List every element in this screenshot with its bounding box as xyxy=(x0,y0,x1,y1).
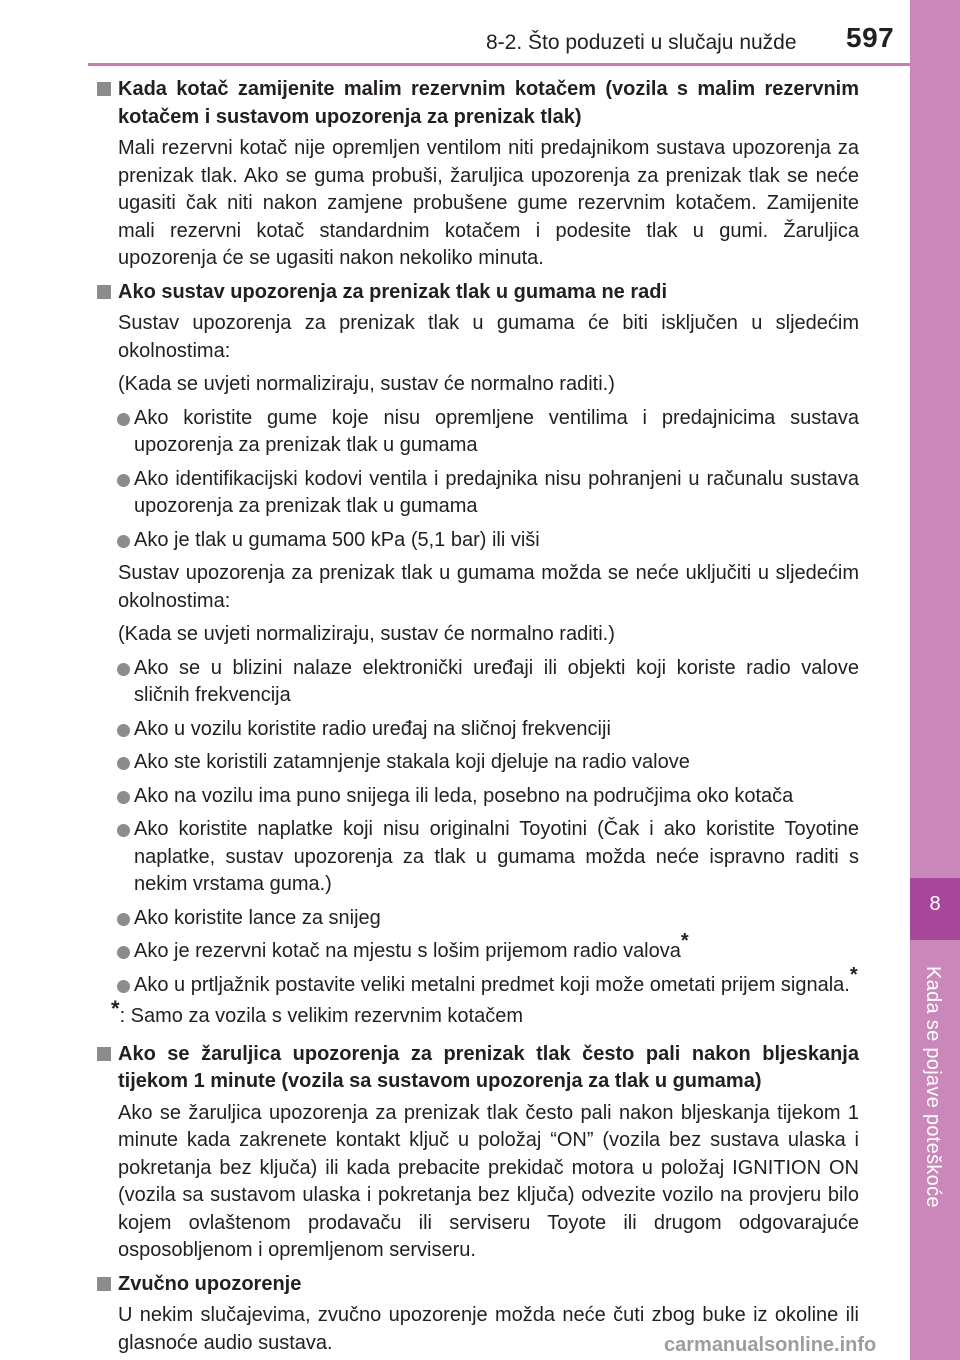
page-header xyxy=(0,0,960,70)
list-item-text: Ako je rezervni kotač na mjestu s lošim prijemom radio valova xyxy=(134,940,681,962)
circle-bullet-icon xyxy=(117,791,130,804)
list-item xyxy=(97,405,859,460)
chapter-title: Kada se pojave poteškoće xyxy=(922,966,944,1208)
section-heading xyxy=(97,279,859,307)
list-item xyxy=(97,749,859,777)
circle-bullet-icon xyxy=(117,724,130,737)
section-title: 8-2. Što poduzeti u slučaju nužde xyxy=(486,31,797,54)
section-heading xyxy=(97,1041,859,1096)
circle-bullet-icon xyxy=(117,663,130,676)
circle-bullet-icon xyxy=(117,913,130,926)
heading-text: Ako sustav upozorenja za prenizak tlak u gumama ne radi xyxy=(118,280,668,303)
paragraph: (Kada se uvjeti normaliziraju, sustav će normalno raditi.) xyxy=(118,373,615,395)
list-item xyxy=(97,716,859,744)
circle-bullet-icon xyxy=(117,474,130,487)
page-content xyxy=(97,76,859,1357)
list-item-text: Ako je tlak u gumama 500 kPa (5,1 bar) ili viši xyxy=(134,528,540,551)
list-item-text: Ako se u blizini nalaze elektronički uređaji ili objekti koji koriste radio valove sličnih frekvencija xyxy=(134,656,859,706)
circle-bullet-icon xyxy=(117,413,130,426)
paragraph: Sustav upozorenja za prenizak tlak u gumama će biti isključen u sljedećim okolnostima: xyxy=(118,312,859,362)
heading-text: Ako se žaruljica upozorenja za prenizak tlak često pali nakon bljeskanja tijekom 1 minute (vozila sa sustavom upozorenja za tlak u gumama) xyxy=(118,1042,859,1092)
watermark: carmanualsonline.info xyxy=(664,1334,877,1356)
section-heading xyxy=(97,76,859,131)
square-bullet-icon xyxy=(97,82,111,96)
section-heading xyxy=(97,1271,859,1299)
list-item-text: Ako na vozilu ima puno snijega ili leda, posebno na područjima oko kotača xyxy=(134,784,794,807)
circle-bullet-icon xyxy=(117,757,130,770)
paragraph: (Kada se uvjeti normaliziraju, sustav će normalno raditi.) xyxy=(118,623,615,645)
list-item-text: Ako koristite gume koje nisu opremljene ventilima i predajnicima sustava upozorenja za prenizak tlak u gumama xyxy=(134,406,859,456)
list-item xyxy=(97,816,859,899)
footnote-text: : Samo za vozila s velikim rezervnim kotačem xyxy=(119,1005,524,1027)
square-bullet-icon xyxy=(97,1047,111,1061)
circle-bullet-icon xyxy=(117,535,130,548)
list-item xyxy=(97,905,859,933)
footnote-marker: * xyxy=(849,963,858,986)
footnote-asterisk: * xyxy=(111,996,120,1021)
circle-bullet-icon xyxy=(117,946,130,959)
list-item-text: Ako ste koristili zatamnjenje stakala koji djeluje na radio valove xyxy=(134,751,690,773)
header-divider xyxy=(88,63,910,66)
list-item xyxy=(97,527,859,555)
paragraph: Sustav upozorenja za prenizak tlak u gumama možda se neće uključiti u sljedećim okolnostima: xyxy=(118,562,859,612)
footnote-marker: * xyxy=(680,930,689,952)
page-number: 597 xyxy=(846,22,895,53)
heading-text: Kada kotač zamijenite malim rezervnim kotačem (vozila s malim rezervnim kotačem i sustavom upozorenja za prenizak tlak) xyxy=(118,78,859,128)
footnote xyxy=(97,996,859,1031)
circle-bullet-icon xyxy=(117,980,130,993)
chapter-number: 8 xyxy=(929,893,941,915)
square-bullet-icon xyxy=(97,1277,111,1291)
list-item-text: Ako u vozilu koristite radio uređaj na sličnoj frekvenciji xyxy=(134,717,611,740)
list-item-text: Ako koristite naplatke koji nisu originalni Toyotini (Čak i ako koristite Toyotine naplatke, sustav upozorenja za tlak u gumama možda neće ispravno raditi s nekim vrstama guma.) xyxy=(134,818,859,895)
list-item xyxy=(97,655,859,710)
heading-text: Zvučno upozorenje xyxy=(118,1272,302,1295)
list-item xyxy=(97,783,859,811)
square-bullet-icon xyxy=(97,285,111,299)
list-item xyxy=(97,963,859,1000)
list-item xyxy=(97,466,859,521)
paragraph: Ako se žaruljica upozorenja za prenizak tlak često pali nakon bljeskanja tijekom 1 minute kada zakrenete kontakt ključ u položaj “ON” (vozila bez sustava ulaska i pokretanja bez ključa) ili kada prebacite prekidač motora u položaj IGNITION ON (vozila sa sustavom ulaska i pokretanja bez ključa) odvezite vozilo na provjeru bilo kojem ovlaštenom prodavaču ili serviseru Toyote ili drugom odgovarajuće osposobljenom i opremljenom serviseru. xyxy=(118,1101,859,1261)
paragraph: Mali rezervni kotač nije opremljen ventilom niti predajnikom sustava upozorenja za prenizak tlak. Ako se guma probuši, žaruljica upozorenja za prenizak tlak se neće ugasiti čak niti nakon zamjene probušene gume rezervnim kotačem. Zamijenite mali rezervni kotač standardnim kotačem i podesite tlak u gumi. Žaruljica upozorenja će se ugasiti nakon nekoliko minuta. xyxy=(118,137,859,269)
paragraph: U nekim slučajevima, zvučno upozorenje možda neće čuti zbog buke iz okoline ili glasnoće audio sustava. xyxy=(118,1304,859,1354)
circle-bullet-icon xyxy=(117,824,130,837)
list-item-text: Ako identifikacijski kodovi ventila i predajnika nisu pohranjeni u računalu sustava upozorenja za prenizak tlak u gumama xyxy=(134,467,859,517)
list-item xyxy=(97,930,859,966)
list-item-text: Ako u prtljažnik postavite veliki metalni predmet koji može ometati prijem signala. xyxy=(134,973,850,996)
list-item-text: Ako koristite lance za snijeg xyxy=(134,906,381,929)
